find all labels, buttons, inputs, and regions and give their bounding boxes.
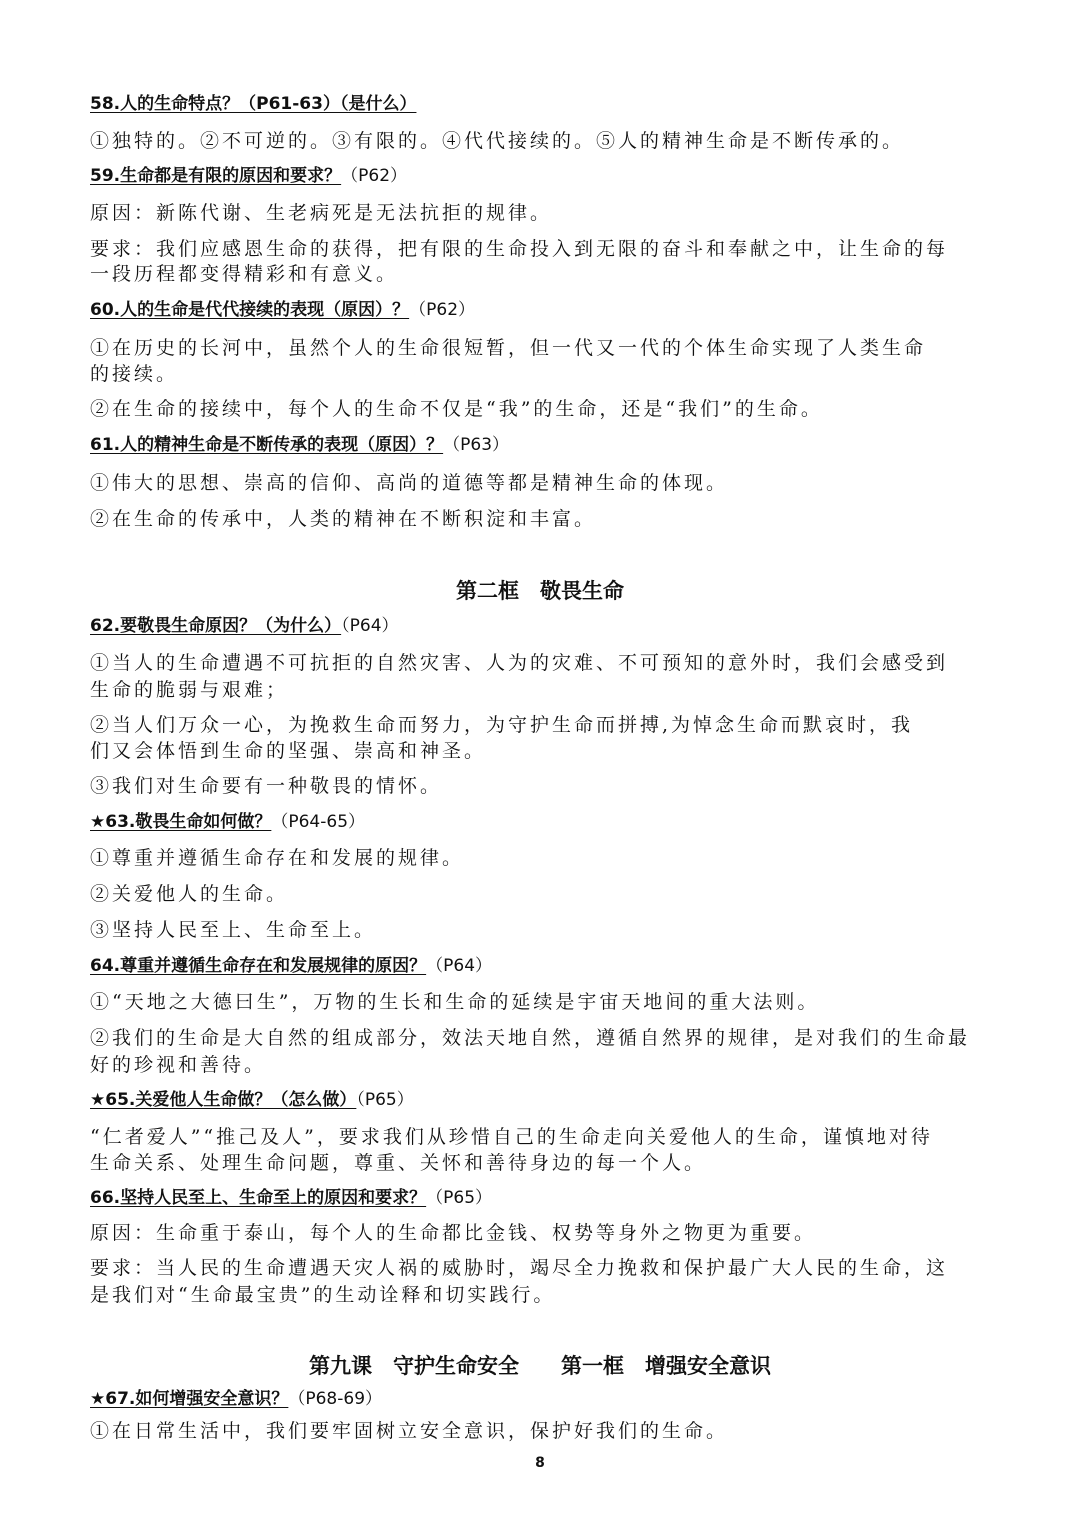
question-65-title: ★65.关爱他人生命做？（怎么做）	[90, 1090, 357, 1110]
question-62-ref: （P64）	[341, 616, 399, 636]
question-64-ref: （P64）	[426, 956, 493, 976]
answer-63-2: ②关爱他人的生命。	[90, 883, 289, 905]
question-65	[90, 1088, 414, 1112]
answer-66-2-cont: 是我们对“生命最宝贵”的生动诠释和切实践行。	[90, 1284, 556, 1306]
section-heading-1: 第二框 敬畏生命	[456, 579, 624, 603]
question-63-title: ★63.敬畏生命如何做？	[90, 812, 272, 832]
question-67	[90, 1387, 382, 1411]
answer-64-2-cont: 好的珍视和善待。	[90, 1054, 267, 1076]
answer-62-3: ③我们对生命要有一种敬畏的情怀。	[90, 775, 443, 797]
question-60	[90, 298, 475, 322]
answer-63-1: ①尊重并遵循生命存在和发展的规律。	[90, 847, 465, 869]
answer-67-1: ①在日常生活中，我们要牢固树立安全意识，保护好我们的生命。	[90, 1420, 729, 1442]
question-61	[90, 433, 509, 457]
question-61-title: 61.人的精神生命是不断传承的表现（原因）？	[90, 435, 444, 455]
question-64	[90, 954, 492, 978]
answer-63-3: ③坚持人民至上、生命至上。	[90, 919, 377, 941]
answer-62-2: ②当人们万众一心，为挽救生命而努力，为守护生命而拼搏,为悼念生命而默哀时，我	[90, 714, 914, 736]
question-67-title: ★67.如何增强安全意识？	[90, 1389, 289, 1409]
question-60-title: 60.人的生命是代代接续的表现（原因）？	[90, 300, 410, 320]
answer-65-1: “仁者爱人”“推己及人”，要求我们从珍惜自己的生命走向关爱他人的生命，谨慎地对待	[90, 1126, 933, 1148]
answer-59-2-cont: 一段历程都变得精彩和有意义。	[90, 263, 399, 285]
question-60-ref: （P62）	[409, 300, 476, 320]
question-59-title: 59.生命都是有限的原因和要求？	[90, 166, 342, 186]
answer-65-1-cont: 生命关系、处理生命问题，尊重、关怀和善待身边的每一个人。	[90, 1152, 707, 1174]
question-66-ref: （P65）	[426, 1188, 493, 1208]
question-67-ref: （P68-69）	[288, 1389, 383, 1409]
question-63-ref: （P64-65）	[271, 812, 366, 832]
answer-60-1: ①在历史的长河中，虽然个人的生命很短暂，但一代又一代的个体生命实现了人类生命	[90, 337, 927, 359]
answer-62-1-cont: 生命的脆弱与艰难；	[90, 679, 289, 701]
answer-59-2: 要求：我们应感恩生命的获得，把有限的生命投入到无限的奋斗和奉献之中，让生命的每	[90, 238, 949, 260]
question-64-title: 64.尊重并遵循生命存在和发展规律的原因？	[90, 956, 427, 976]
answer-59-1: 原因：新陈代谢、生老病死是无法抗拒的规律。	[90, 202, 553, 224]
section-heading-2: 第九课 守护生命安全 第一框 增强安全意识	[309, 1354, 771, 1378]
answer-62-1: ①当人的生命遭遇不可抗拒的自然灾害、人为的灾难、不可预知的意外时，我们会感受到	[90, 652, 949, 674]
answer-66-2: 要求：当人民的生命遭遇天灾人祸的威胁时，竭尽全力挽救和保护最广大人民的生命，这	[90, 1257, 949, 1279]
question-65-ref: （P65）	[356, 1090, 414, 1110]
question-59	[90, 164, 407, 188]
question-58-title: 58.人的生命特点？（P61-63）（是什么）	[90, 94, 417, 114]
answer-60-2: ②在生命的接续中，每个人的生命不仅是“我”的生命，还是“我们”的生命。	[90, 398, 823, 420]
answer-58-1: ①独特的。②不可逆的。③有限的。④代代接续的。⑤人的精神生命是不断传承的。	[90, 130, 905, 152]
question-61-ref: （P63）	[443, 435, 510, 455]
question-58	[90, 92, 416, 116]
question-62-title: 62.要敬畏生命原因？（为什么）	[90, 616, 342, 636]
page-number: 8	[535, 1455, 545, 1471]
question-62	[90, 614, 399, 638]
question-63	[90, 810, 365, 834]
question-59-ref: （P62）	[341, 166, 408, 186]
answer-64-1: ①“天地之大德曰生”，万物的生长和生命的延续是宇宙天地间的重大法则。	[90, 991, 820, 1013]
answer-62-2-cont: 们又会体悟到生命的坚强、崇高和神圣。	[90, 740, 487, 762]
question-66-title: 66.坚持人民至上、生命至上的原因和要求？	[90, 1188, 427, 1208]
answer-66-1: 原因：生命重于泰山，每个人的生命都比金钱、权势等身外之物更为重要。	[90, 1222, 817, 1244]
answer-60-1-cont: 的接续。	[90, 363, 179, 385]
answer-61-2: ②在生命的传承中，人类的精神在不断积淀和丰富。	[90, 508, 597, 530]
answer-61-1: ①伟大的思想、崇高的信仰、高尚的道德等都是精神生命的体现。	[90, 472, 729, 494]
question-66	[90, 1186, 492, 1210]
answer-64-2: ②我们的生命是大自然的组成部分，效法天地自然，遵循自然界的规律，是对我们的生命最	[90, 1027, 971, 1049]
